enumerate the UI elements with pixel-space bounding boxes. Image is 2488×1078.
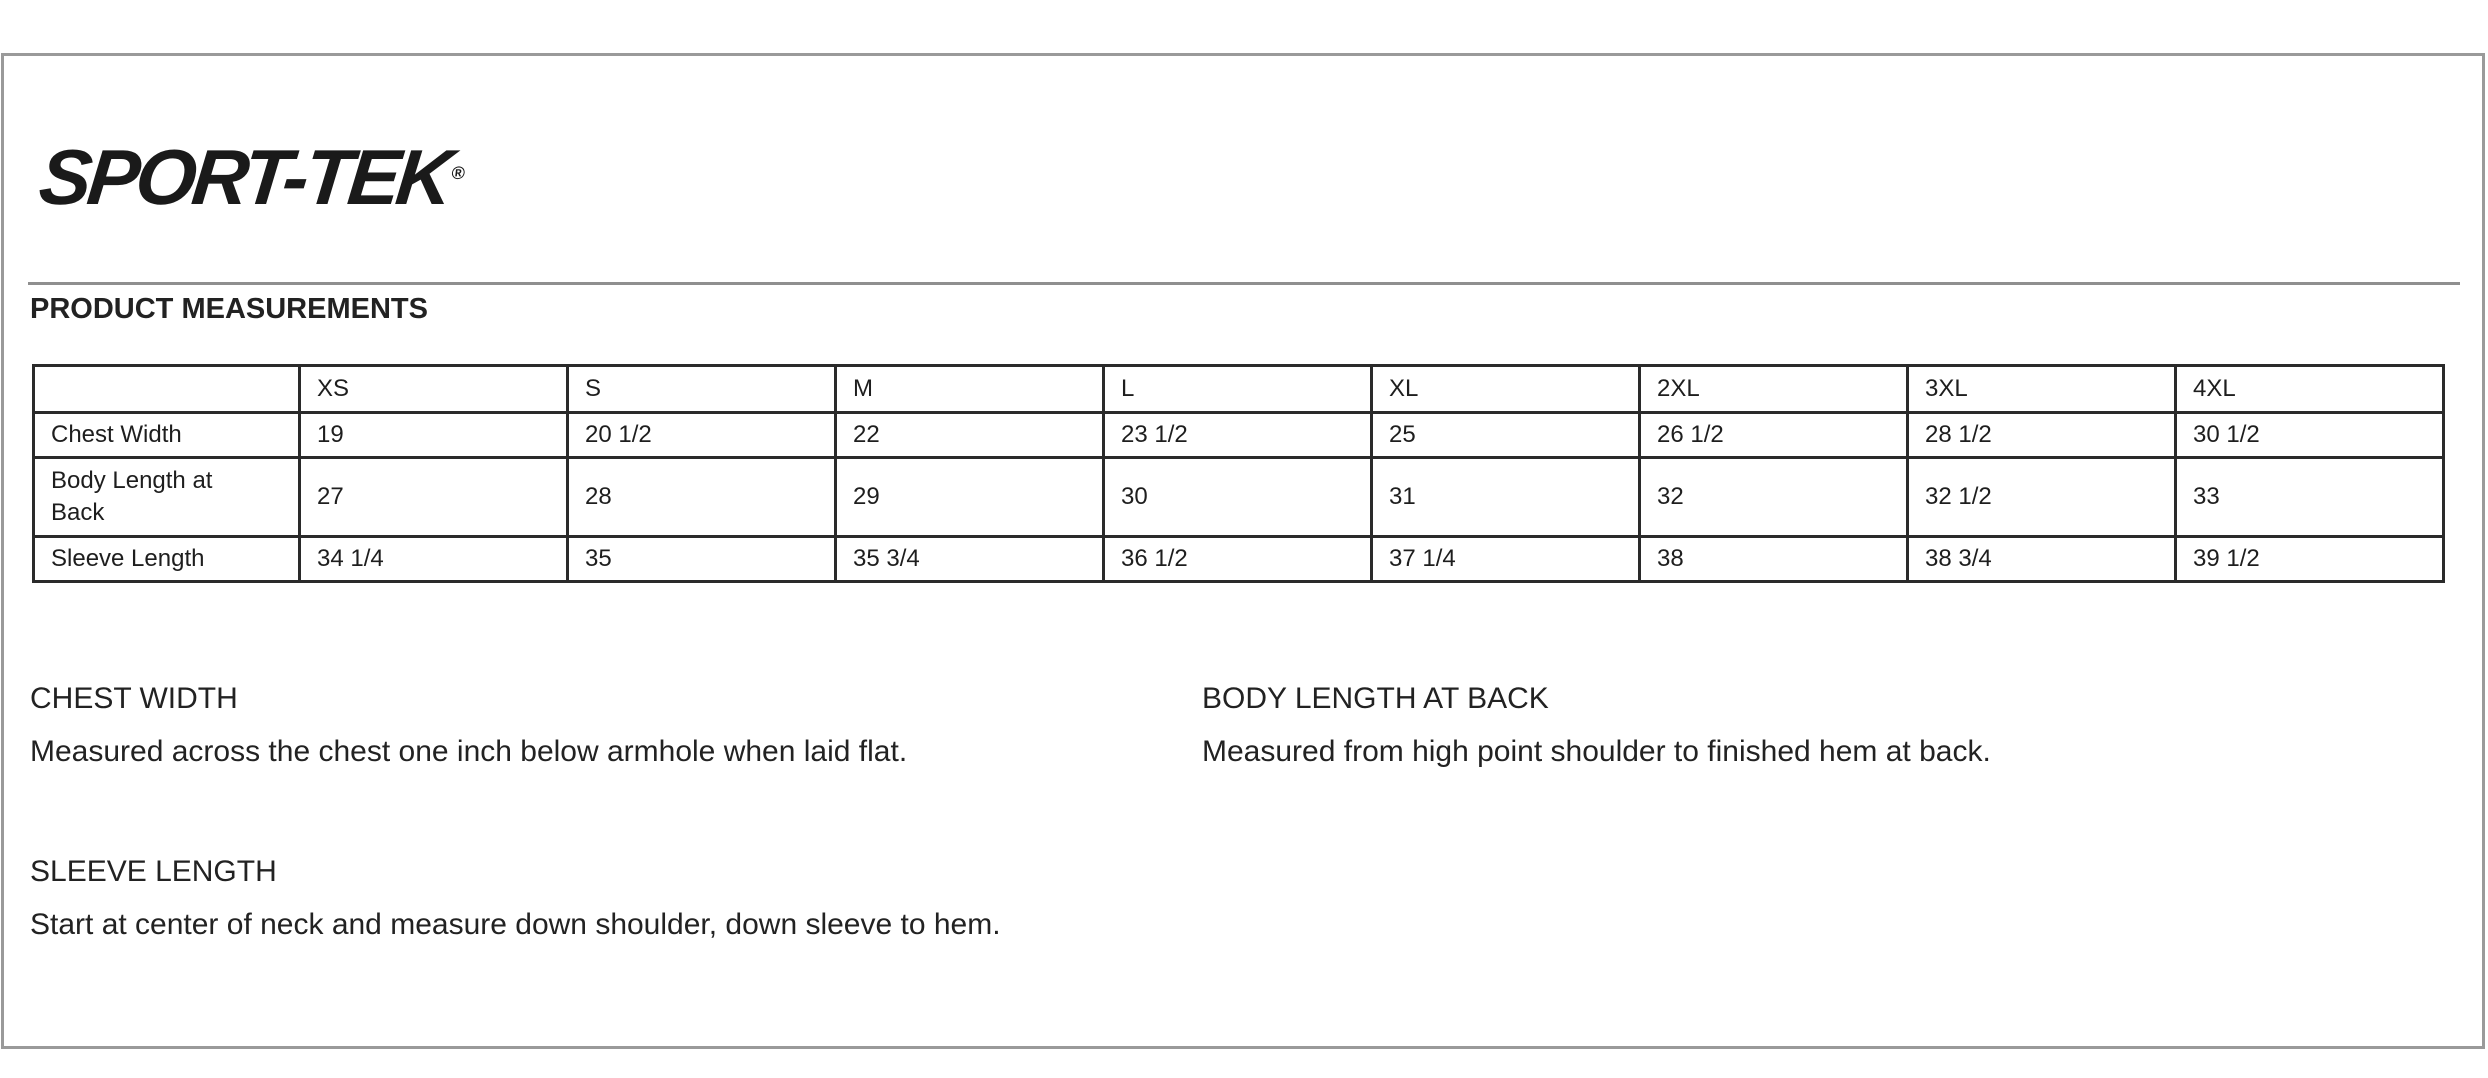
table-row [34,537,2444,582]
definition-text-body-length: Measured from high point shoulder to finished hem at back. [1202,735,1991,768]
table-cell: 35 [568,537,836,582]
table-cell: 36 1/2 [1104,537,1372,582]
brand-logo [35,133,468,221]
size-header: 2XL [1640,366,1908,413]
table-cell: 20 1/2 [568,413,836,458]
table-row [34,458,2444,537]
size-header: 4XL [2176,366,2444,413]
table-cell: 32 [1640,458,1908,537]
registered-mark: ® [450,163,466,183]
table-cell: 39 1/2 [2176,537,2444,582]
size-header: XS [300,366,568,413]
definition-text-sleeve-length: Start at center of neck and measure down shoulder, down sleeve to hem. [30,908,1001,941]
table-cell: 30 1/2 [2176,413,2444,458]
table-cell: 30 [1104,458,1372,537]
table-cell: 35 3/4 [836,537,1104,582]
table-cell: 28 [568,458,836,537]
size-header: XL [1372,366,1640,413]
table-cell: 29 [836,458,1104,537]
table-cell: 25 [1372,413,1640,458]
size-header: L [1104,366,1372,413]
measurements-table [32,364,2445,583]
section-title: PRODUCT MEASUREMENTS [30,293,428,325]
table-corner-cell [34,366,300,413]
definition-text-chest-width: Measured across the chest one inch below armhole when laid flat. [30,735,908,768]
row-label [34,458,300,537]
table-cell: 37 1/4 [1372,537,1640,582]
size-header: M [836,366,1104,413]
table-cell: 23 1/2 [1104,413,1372,458]
table-cell: 31 [1372,458,1640,537]
brand-logo-text: SPORT-TEK [35,133,454,221]
size-header: S [568,366,836,413]
table-cell: 33 [2176,458,2444,537]
definition-heading-sleeve-length: SLEEVE LENGTH [30,855,277,888]
row-label-text: Body Length at Back [51,467,213,526]
table-cell: 38 3/4 [1908,537,2176,582]
table-cell: 34 1/4 [300,537,568,582]
header-divider [28,282,2460,285]
table-header-row [34,366,2444,413]
definition-heading-chest-width: CHEST WIDTH [30,682,238,715]
table-cell: 22 [836,413,1104,458]
table-cell: 26 1/2 [1640,413,1908,458]
row-label: Chest Width [34,413,300,458]
size-header: 3XL [1908,366,2176,413]
row-label: Sleeve Length [34,537,300,582]
table-cell: 38 [1640,537,1908,582]
table-cell: 28 1/2 [1908,413,2176,458]
table-cell: 27 [300,458,568,537]
table-cell: 19 [300,413,568,458]
table-cell: 32 1/2 [1908,458,2176,537]
table-row [34,413,2444,458]
definition-heading-body-length: BODY LENGTH AT BACK [1202,682,1549,715]
